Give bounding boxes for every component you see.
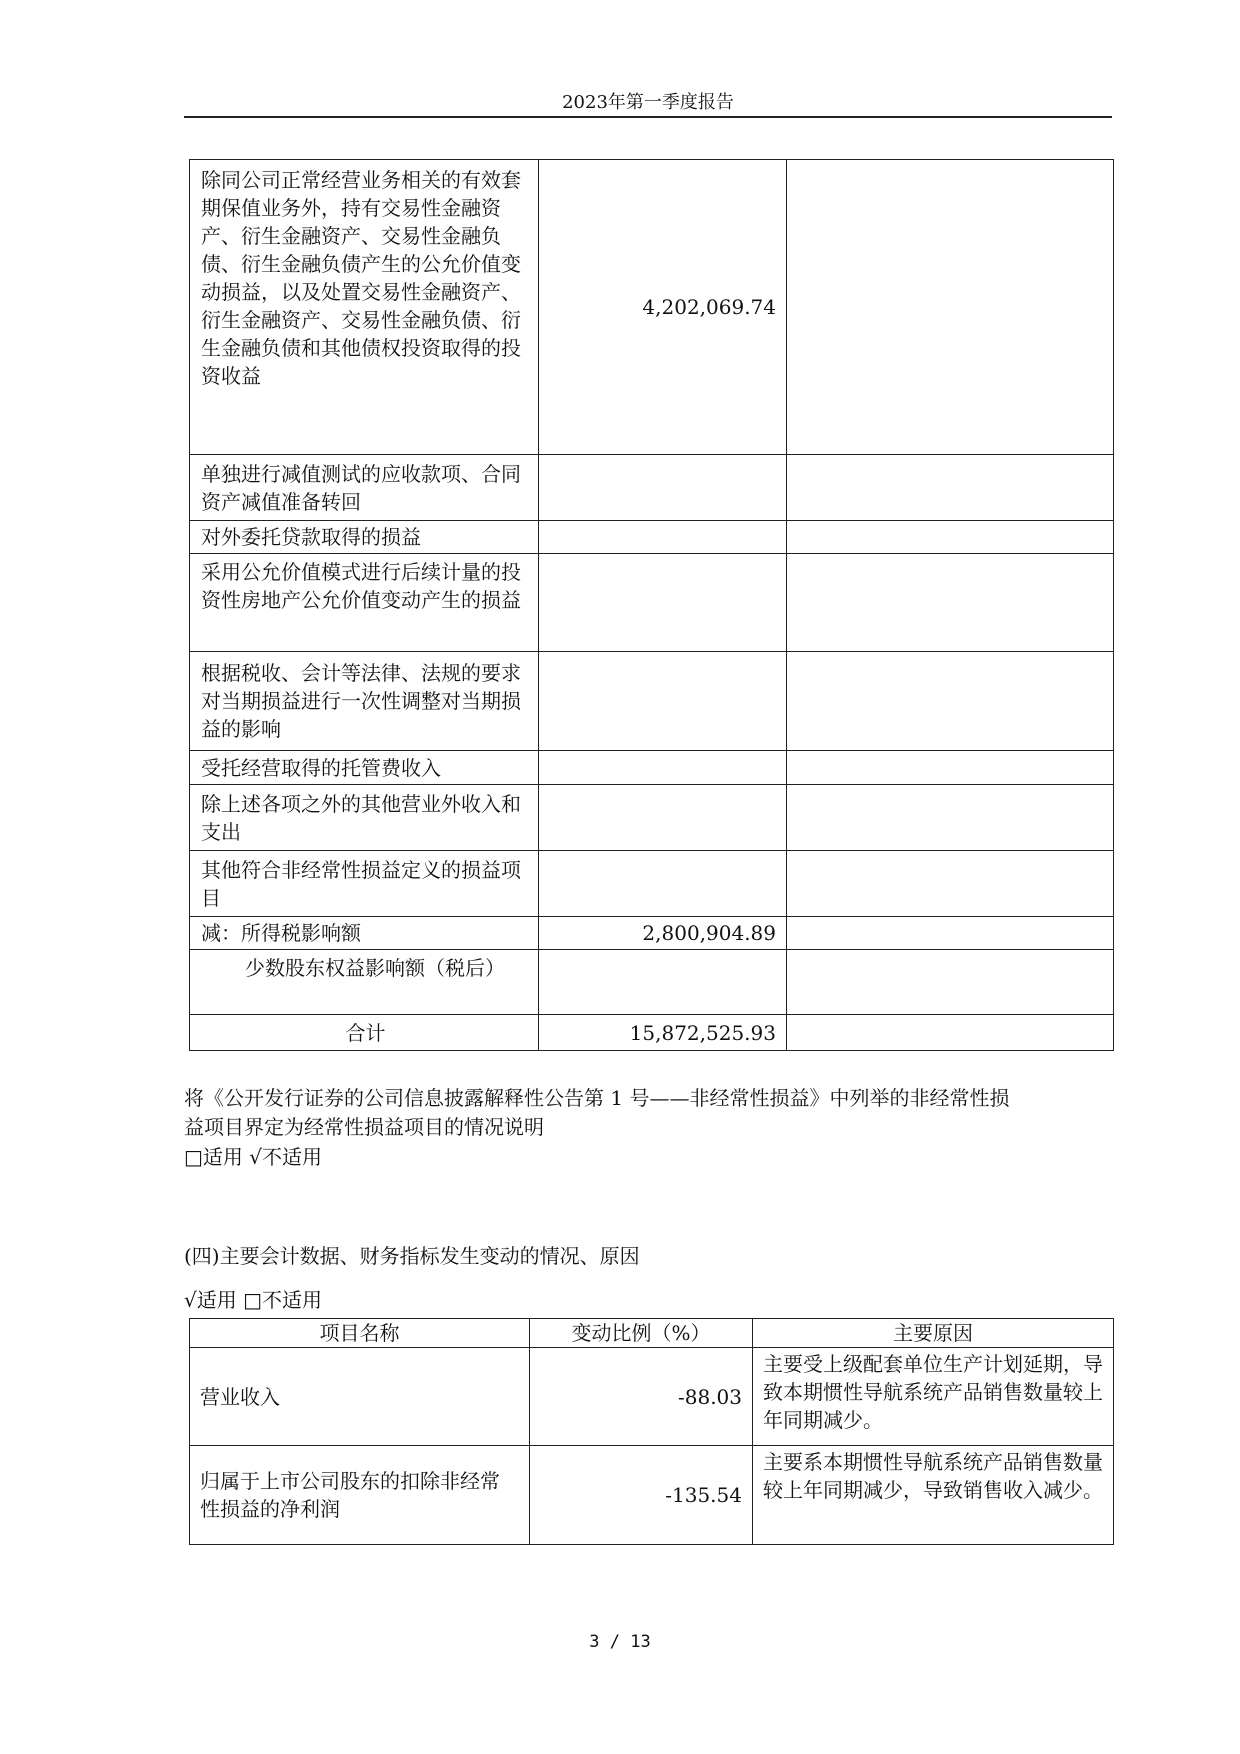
table-row <box>190 160 1114 455</box>
row-note <box>787 950 1114 1015</box>
row-label: 根据税收、会计等法律、法规的要求对当期损益进行一次性调整对当期损益的影响 <box>190 652 539 751</box>
row-amount <box>539 554 787 652</box>
main-reason: 主要系本期惯性导航系统产品销售数量较上年同期减少，导致销售收入减少。 <box>753 1446 1114 1545</box>
table-row <box>190 521 1114 554</box>
header-main-reason: 主要原因 <box>753 1319 1114 1348</box>
table-header-row <box>190 1319 1114 1348</box>
row-label: 单独进行减值测试的应收款项、合同资产减值准备转回 <box>190 455 539 521</box>
table-row <box>190 1446 1114 1545</box>
row-label: 减：所得税影响额 <box>190 917 539 950</box>
header-item-name: 项目名称 <box>190 1319 530 1348</box>
row-note <box>787 521 1114 554</box>
total-amount: 15,872,525.93 <box>539 1015 787 1051</box>
row-amount <box>539 455 787 521</box>
section-title: (四)主要会计数据、财务指标发生变动的情况、原因 <box>184 1244 640 1268</box>
row-note <box>787 652 1114 751</box>
table-row <box>190 751 1114 785</box>
row-amount: 4,202,069.74 <box>539 160 787 455</box>
non-recurring-items-table <box>189 159 1114 1051</box>
row-label: 采用公允价值模式进行后续计量的投资性房地产公允价值变动产生的损益 <box>190 554 539 652</box>
row-label: 受托经营取得的托管费收入 <box>190 751 539 785</box>
row-amount <box>539 785 787 851</box>
change-ratio: -88.03 <box>530 1348 753 1446</box>
table-row <box>190 851 1114 917</box>
applicability-status-2: √适用 □不适用 <box>184 1288 322 1312</box>
page-header: 2023年第一季度报告 <box>184 88 1112 118</box>
table-row <box>190 950 1114 1015</box>
item-name: 营业收入 <box>190 1348 530 1446</box>
row-amount <box>539 851 787 917</box>
row-amount: 2,800,904.89 <box>539 917 787 950</box>
row-amount <box>539 751 787 785</box>
table-row <box>190 652 1114 751</box>
main-reason: 主要受上级配套单位生产计划延期，导致本期惯性导航系统产品销售数量较上年同期减少。 <box>753 1348 1114 1446</box>
row-note <box>787 1015 1114 1051</box>
row-note <box>787 554 1114 652</box>
row-label: 对外委托贷款取得的损益 <box>190 521 539 554</box>
key-changes-table <box>189 1318 1114 1545</box>
row-label: 少数股东权益影响额（税后） <box>190 950 539 1015</box>
row-note <box>787 851 1114 917</box>
row-amount <box>539 521 787 554</box>
header-change-ratio: 变动比例（%） <box>530 1319 753 1348</box>
row-note <box>787 785 1114 851</box>
row-label: 其他符合非经常性损益定义的损益项目 <box>190 851 539 917</box>
row-note <box>787 751 1114 785</box>
row-label: 除上述各项之外的其他营业外收入和支出 <box>190 785 539 851</box>
page-number: 3 / 13 <box>589 1632 651 1652</box>
row-amount <box>539 652 787 751</box>
table-row <box>190 1348 1114 1446</box>
row-note <box>787 455 1114 521</box>
total-label: 合计 <box>190 1015 539 1051</box>
explanation-line-2: 益项目界定为经常性损益项目的情况说明 <box>184 1115 544 1139</box>
applicability-status-1: □适用 √不适用 <box>184 1145 322 1169</box>
table-row <box>190 785 1114 851</box>
table-row <box>190 554 1114 652</box>
row-note <box>787 917 1114 950</box>
row-note <box>787 160 1114 455</box>
explanation-line-1: 将《公开发行证券的公司信息披露解释性公告第 1 号——非经常性损益》中列举的非经常性损 <box>184 1086 1010 1110</box>
table-row <box>190 455 1114 521</box>
row-amount <box>539 950 787 1015</box>
change-ratio: -135.54 <box>530 1446 753 1545</box>
total-row <box>190 1015 1114 1051</box>
row-label: 除同公司正常经营业务相关的有效套期保值业务外，持有交易性金融资产、衍生金融资产、交易性金融负债、衍生金融负债产生的公允价值变动损益，以及处置交易性金融资产、衍生金融资产、交易性金融负债、衍生金融负债和其他债权投资取得的投资收益 <box>190 160 539 455</box>
table-row <box>190 917 1114 950</box>
item-name: 归属于上市公司股东的扣除非经常性损益的净利润 <box>190 1446 530 1545</box>
